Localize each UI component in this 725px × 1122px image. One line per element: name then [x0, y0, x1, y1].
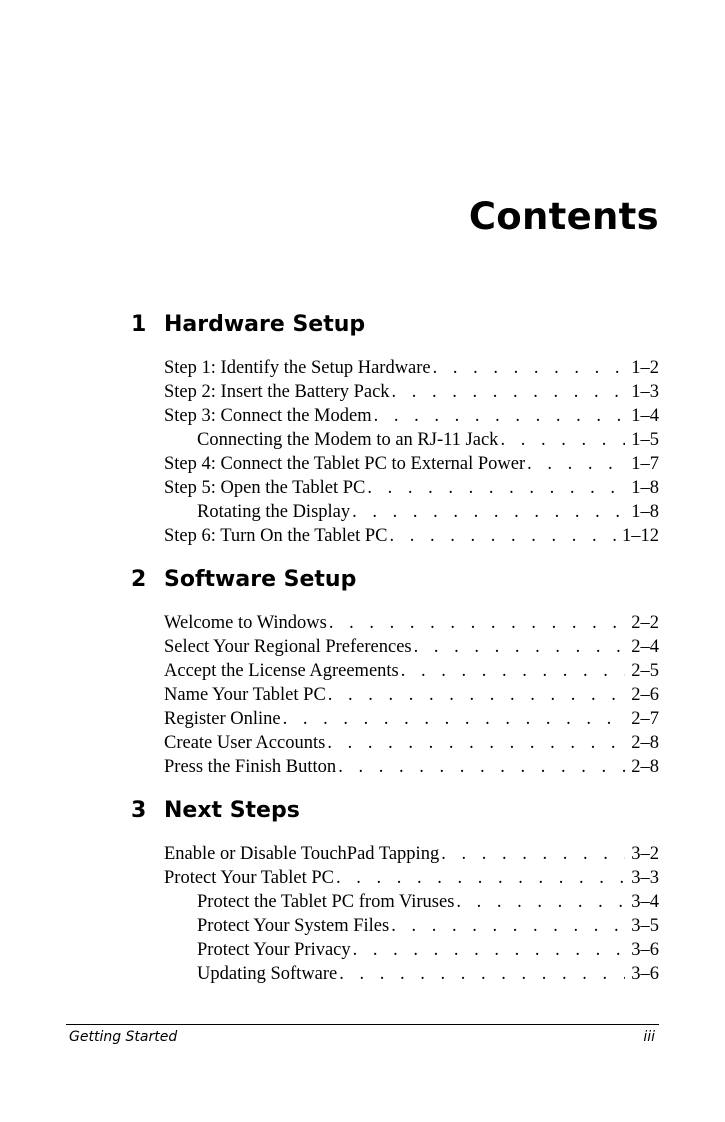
toc-entry-title: Step 4: Connect the Tablet PC to External Power [164, 454, 526, 474]
footer-divider [66, 1024, 659, 1025]
toc-entry-title: Protect Your System Files [197, 916, 390, 936]
toc-entry[interactable] [131, 356, 659, 380]
toc-entry-page: 1–12 [622, 526, 659, 546]
toc-entry-page: 3–3 [631, 868, 659, 888]
toc-entry[interactable] [131, 404, 659, 428]
toc-entry-list [131, 611, 659, 779]
toc-entry[interactable] [131, 731, 659, 755]
toc-entry[interactable] [131, 659, 659, 683]
footer-book-title: Getting Started [69, 1029, 178, 1045]
dot-leader [367, 476, 625, 500]
dot-leader [392, 380, 626, 404]
toc-entry-title: Rotating the Display [197, 502, 351, 522]
chapter-title: Next Steps [164, 798, 300, 823]
toc-entry-title: Step 3: Connect the Modem [164, 406, 372, 426]
dot-leader [414, 635, 626, 659]
toc-entry-page: 2–2 [631, 613, 659, 633]
dot-leader [283, 707, 626, 731]
toc-entry[interactable] [131, 380, 659, 404]
toc-entry-page: 2–6 [631, 685, 659, 705]
toc-entry-title: Protect the Tablet PC from Viruses [197, 892, 455, 912]
toc-entry-page: 3–6 [631, 940, 659, 960]
toc-entry-page: 3–4 [631, 892, 659, 912]
toc-entry-title: Updating Software [197, 964, 338, 984]
toc-entry-title: Enable or Disable TouchPad Tapping [164, 844, 440, 864]
dot-leader [339, 962, 625, 986]
toc-entry[interactable] [131, 476, 659, 500]
toc-entry[interactable] [131, 524, 659, 548]
chapter-hardware-setup [131, 314, 659, 548]
toc-entry-page: 2–7 [631, 709, 659, 729]
chapter-software-setup [131, 569, 659, 779]
toc-entry-title: Select Your Regional Preferences [164, 637, 412, 657]
dot-leader [327, 731, 625, 755]
toc-entry-page: 1–4 [631, 406, 659, 426]
dot-leader [527, 452, 625, 476]
toc-subentry[interactable] [131, 914, 659, 938]
toc-entry-title: Welcome to Windows [164, 613, 327, 633]
chapter-heading [131, 569, 659, 595]
dot-leader [338, 755, 625, 779]
toc-entry-page: 1–5 [631, 430, 659, 450]
toc-entry-title: Protect Your Privacy [197, 940, 351, 960]
chapter-number: 1 [131, 312, 147, 337]
toc-entry-page: 3–2 [631, 844, 659, 864]
toc-entry-title: Protect Your Tablet PC [164, 868, 335, 888]
toc-entry-page: 2–8 [631, 733, 659, 753]
dot-leader [389, 524, 616, 548]
dot-leader [391, 914, 625, 938]
chapter-heading [131, 800, 659, 826]
toc-entry-title: Step 5: Open the Tablet PC [164, 478, 366, 498]
toc-entry-title: Register Online [164, 709, 281, 729]
toc-entry-list [131, 842, 659, 986]
footer-page-number: iii [643, 1029, 655, 1045]
chapter-title: Hardware Setup [164, 312, 366, 337]
chapter-heading [131, 314, 659, 340]
toc-entry-page: 3–6 [631, 964, 659, 984]
chapter-title: Software Setup [164, 567, 357, 592]
chapter-number: 3 [131, 798, 147, 823]
toc-entry[interactable] [131, 452, 659, 476]
toc-entry[interactable] [131, 683, 659, 707]
toc-entry-title: Step 1: Identify the Setup Hardware [164, 358, 431, 378]
toc-entry-page: 1–7 [631, 454, 659, 474]
dot-leader [352, 500, 625, 524]
dot-leader [353, 938, 626, 962]
toc-entry[interactable] [131, 635, 659, 659]
toc-entry-title: Accept the License Agreements [164, 661, 399, 681]
toc-entry-page: 1–3 [631, 382, 659, 402]
dot-leader [441, 842, 625, 866]
toc-entry[interactable] [131, 611, 659, 635]
toc-subentry[interactable] [131, 500, 659, 524]
toc-subentry[interactable] [131, 938, 659, 962]
chapter-next-steps [131, 800, 659, 986]
dot-leader [401, 659, 626, 683]
toc-subentry[interactable] [131, 962, 659, 986]
dot-leader [374, 404, 626, 428]
toc-entry-page: 1–2 [631, 358, 659, 378]
dot-leader [433, 356, 626, 380]
toc-subentry[interactable] [131, 428, 659, 452]
dot-leader [329, 611, 625, 635]
toc-entry-page: 1–8 [631, 502, 659, 522]
toc-entry[interactable] [131, 707, 659, 731]
toc-entry-title: Step 6: Turn On the Tablet PC [164, 526, 388, 546]
toc-entry[interactable] [131, 755, 659, 779]
dot-leader [500, 428, 625, 452]
toc-entry-title: Create User Accounts [164, 733, 326, 753]
toc-entry-title: Name Your Tablet PC [164, 685, 326, 705]
dot-leader [456, 890, 625, 914]
toc-subentry[interactable] [131, 890, 659, 914]
toc-entry-page: 2–4 [631, 637, 659, 657]
dot-leader [336, 866, 625, 890]
toc-entry[interactable] [131, 842, 659, 866]
toc-entry-title: Press the Finish Button [164, 757, 337, 777]
chapter-number: 2 [131, 567, 147, 592]
toc-entry-page: 2–8 [631, 757, 659, 777]
toc-entry-page: 3–5 [631, 916, 659, 936]
page-title: Contents [468, 195, 659, 238]
toc-entry-list [131, 356, 659, 548]
toc-entry-title: Connecting the Modem to an RJ-11 Jack [197, 430, 499, 450]
dot-leader [328, 683, 625, 707]
toc-entry-title: Step 2: Insert the Battery Pack [164, 382, 390, 402]
toc-entry-page: 1–8 [631, 478, 659, 498]
toc-entry-page: 2–5 [631, 661, 659, 681]
toc-entry[interactable] [131, 866, 659, 890]
